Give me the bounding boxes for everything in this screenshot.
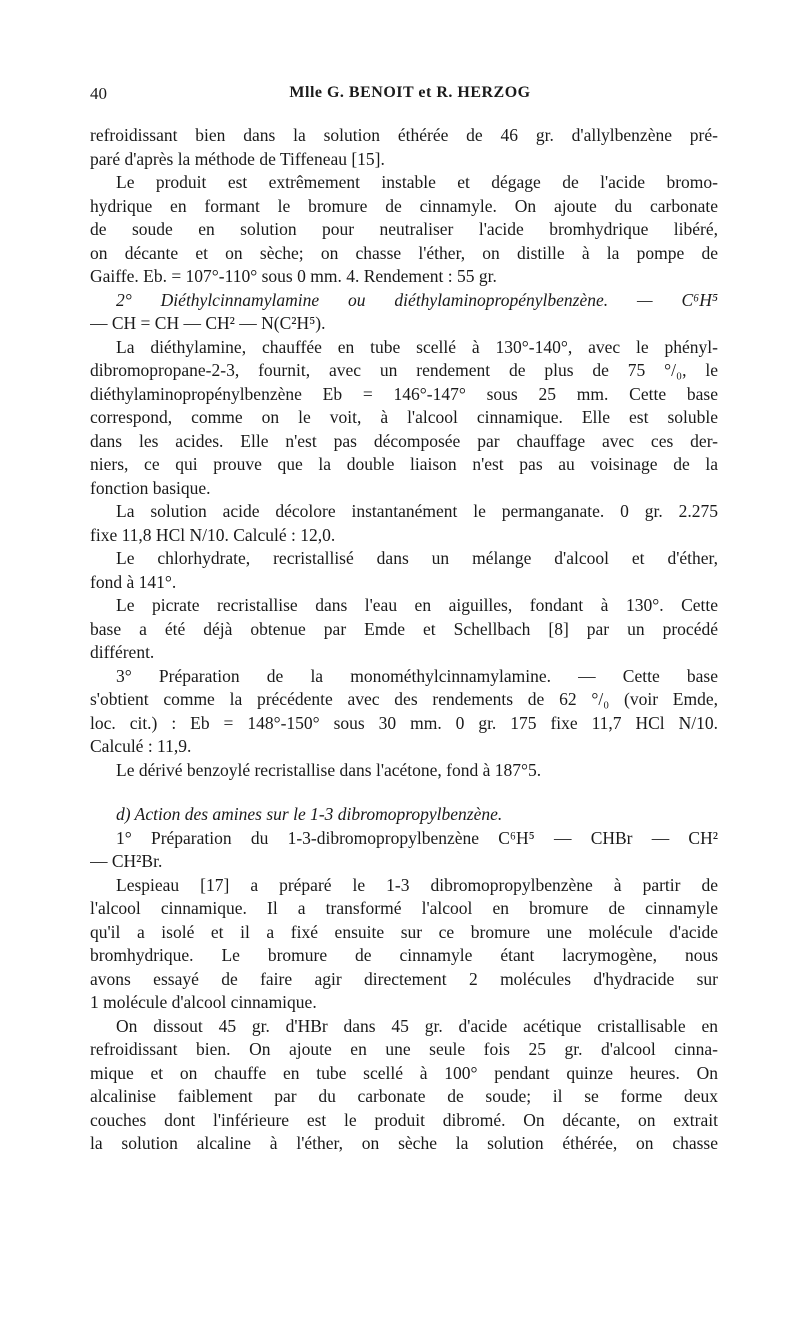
page-number: 40 xyxy=(90,84,107,103)
text-line: couches dont l'inférieure est le produit dibromé. On décante, on extrait xyxy=(90,1109,718,1130)
text-line: dibromopropane-2-3, fournit, avec un rendement de plus de 75 °/₀, le xyxy=(90,360,718,380)
body-text xyxy=(90,124,718,1156)
text-line: refroidissant bien dans la solution éthérée de 46 gr. d'allylbenzène pré- xyxy=(90,125,718,145)
text-line: loc. cit.) : Eb = 148°-150° sous 30 mm. 0 gr. 175 fixe 11,7 HCl N/10. xyxy=(90,712,718,733)
text-line: qu'il a isolé et il a fixé ensuite sur ce bromure une molécule d'acide xyxy=(90,921,718,942)
text-line: La solution acide décolore instantanément le permanganate. 0 gr. 2.275 xyxy=(116,501,718,521)
text-line: on décante et on sèche; on chasse l'éther, on distille à la pompe de xyxy=(90,242,718,263)
text-line: refroidissant bien. On ajoute en une seule fois 25 gr. d'alcool cinna- xyxy=(90,1039,718,1059)
text-line: Lespieau [17] a préparé le 1-3 dibromopropylbenzène à partir de xyxy=(116,874,718,895)
page-header xyxy=(90,84,730,108)
text-line: On dissout 45 gr. d'HBr dans 45 gr. d'acide acétique cristallisable en xyxy=(116,1015,718,1036)
text-line: La diéthylamine, chauffée en tube scellé à 130°-140°, avec le phényl- xyxy=(116,336,718,357)
text-line: 3° Préparation de la monométhylcinnamylamine. — Cette base xyxy=(116,665,718,686)
text-line: avons essayé de faire agir directement 2 molécules d'hydracide sur xyxy=(90,968,718,989)
section-heading: d) Action des amines sur le 1-3 dibromopropylbenzène. xyxy=(116,804,503,824)
text-line: 1 molécule d'alcool cinnamique. xyxy=(90,992,317,1012)
text-line: 1° Préparation du 1-3-dibromopropylbenzène C⁶H⁵ — CHBr — CH² xyxy=(116,827,718,848)
text-line: hydrique en formant le bromure de cinnamyle. On ajoute du carbonate xyxy=(90,195,718,216)
text-line: de soude en solution pour neutraliser l'acide bromhydrique libéré, xyxy=(90,219,718,239)
text-line: — CH = CH — CH² — N(C²H⁵). xyxy=(90,313,326,333)
text-line: diéthylaminopropénylbenzène Eb = 146°-147° sous 25 mm. Cette base xyxy=(90,383,718,404)
text-line: correspond, comme on le voit, à l'alcool cinnamique. Elle est soluble xyxy=(90,407,718,427)
text-line: fonction basique. xyxy=(90,477,211,498)
text-line: bromhydrique. Le bromure de cinnamyle étant lacrymogène, nous xyxy=(90,945,718,965)
text-line: Le chlorhydrate, recristallisé dans un mélange d'alcool et d'éther, xyxy=(116,548,718,568)
text-line: 2° Diéthylcinnamylamine ou diéthylaminopropénylbenzène. — C⁶H⁵ xyxy=(116,289,718,310)
text-line: — CH²Br. xyxy=(90,851,163,871)
text-line: fond à 141°. xyxy=(90,571,177,592)
text-line: mique et on chauffe en tube scellé à 100° pendant quinze heures. On xyxy=(90,1062,718,1083)
text-line: Calculé : 11,9. xyxy=(90,736,192,756)
text-line: base a été déjà obtenue par Emde et Schellbach [8] par un procédé xyxy=(90,618,718,639)
text-line: dans les acides. Elle n'est pas décomposée par chauffage avec ces der- xyxy=(90,430,718,451)
text-line: Le dérivé benzoylé recristallise dans l'acétone, fond à 187°5. xyxy=(116,759,542,780)
text-line: Le produit est extrêmement instable et dégage de l'acide bromo- xyxy=(116,172,718,192)
text-line: Le picrate recristallise dans l'eau en aiguilles, fondant à 130°. Cette xyxy=(116,595,718,615)
text-line: alcalinise faiblement par du carbonate de soude; il se forme deux xyxy=(90,1086,718,1106)
text-line: fixe 11,8 HCl N/10. Calculé : 12,0. xyxy=(90,524,336,545)
text-line: l'alcool cinnamique. Il a transformé l'alcool en bromure de cinnamyle xyxy=(90,898,718,918)
text-line: s'obtient comme la précédente avec des rendements de 62 °/₀ (voir Emde, xyxy=(90,689,718,709)
paragraph-gap xyxy=(90,782,718,803)
text-line: Gaiffe. Eb. = 107°-110° sous 0 mm. 4. Rendement : 55 gr. xyxy=(90,266,497,286)
running-head: Mlle G. BENOIT et R. HERZOG xyxy=(289,84,531,101)
text-line: différent. xyxy=(90,642,155,662)
text-line: niers, ce qui prouve que la double liaison n'est pas au voisinage de la xyxy=(90,454,718,474)
text-line: paré d'après la méthode de Tiffeneau [15]. xyxy=(90,148,385,169)
text-line: la solution alcaline à l'éther, on sèche la solution éthérée, on chasse xyxy=(90,1133,718,1153)
